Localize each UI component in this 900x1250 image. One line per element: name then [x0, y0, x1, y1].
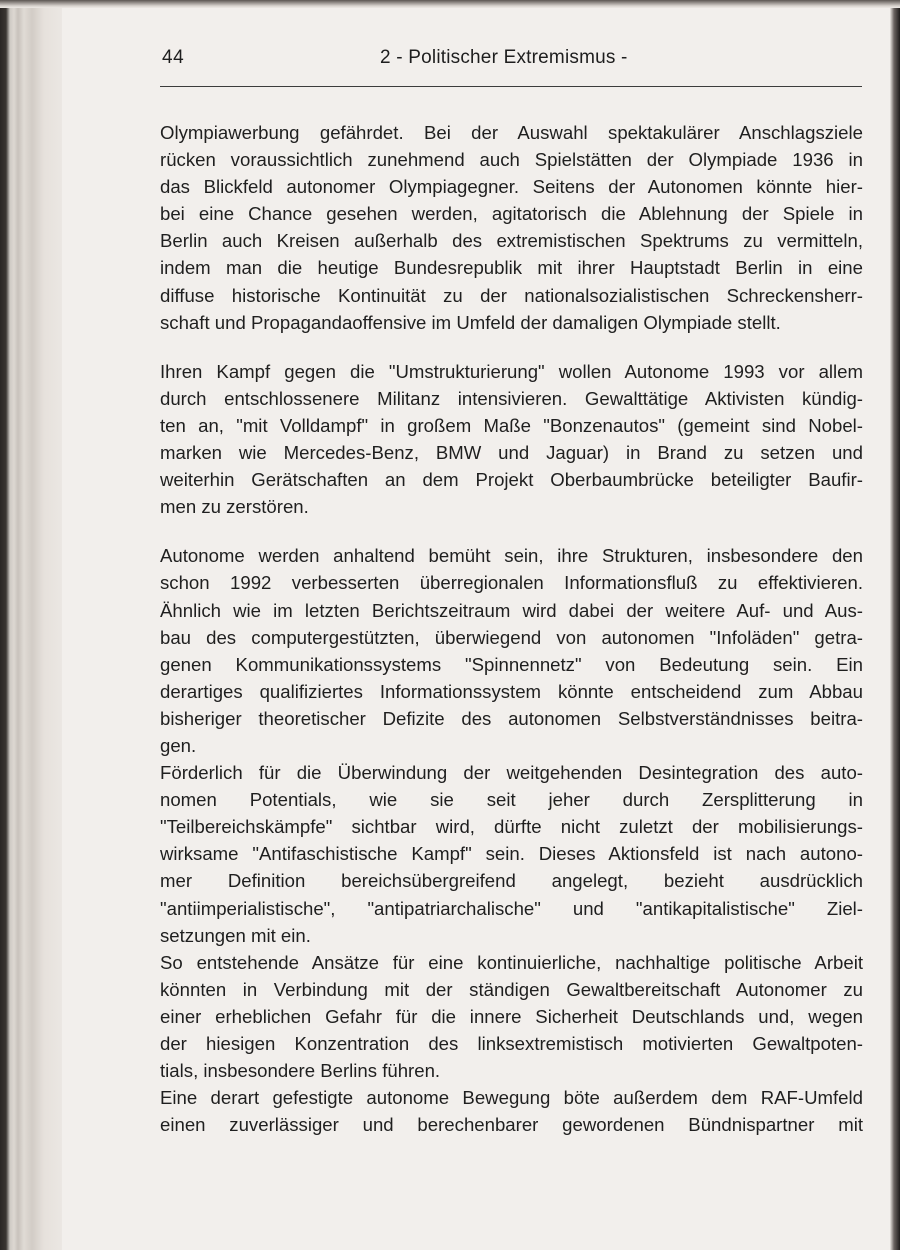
text-line: einen zuverlässiger und berechenbarer gewordenen Bündnispartner mit: [160, 1114, 863, 1136]
text-line: Förderlich für die Überwindung der weitgehenden Desintegration des auto-: [160, 762, 863, 784]
text-line: derartiges qualifiziertes Informationssystem könnte entscheidend zum Abbau: [160, 680, 863, 702]
paragraph: [160, 759, 863, 949]
text-line: schon 1992 verbesserten überregionalen Informationsfluß zu effektivieren.: [160, 572, 863, 594]
text-line: indem man die heutige Bundesrepublik mit ihrer Hauptstadt Berlin in eine: [160, 257, 863, 279]
text-line: Eine derart gefestigte autonome Bewegung böte außerdem dem RAF-Umfeld: [160, 1087, 863, 1109]
text-line: setzungen mit ein.: [160, 924, 311, 946]
text-line: der hiesigen Konzentration des linksextremistisch motivierten Gewaltpoten-: [160, 1033, 863, 1054]
running-head: 2 - Politischer Extremismus -: [380, 47, 628, 68]
text-line: So entstehende Ansätze für eine kontinuierliche, nachhaltige politische Arbeit: [160, 951, 863, 973]
text-line: Berlin auch Kreisen außerhalb des extremistischen Spektrums zu vermitteln,: [160, 230, 863, 252]
page-top-edge: [0, 0, 900, 8]
paragraph: [160, 949, 863, 1084]
text-line: men zu zerstören.: [160, 496, 309, 518]
page-number: 44: [162, 47, 185, 68]
text-line: schaft und Propagandaoffensive im Umfeld der damaligen Olympiade stellt.: [160, 311, 781, 333]
text-line: bisheriger theoretischer Defizite des autonomen Selbstverständnisses beitra-: [160, 707, 863, 729]
text-line: marken wie Mercedes-Benz, BMW und Jaguar) in Brand zu setzen und: [160, 442, 863, 464]
text-line: Ihren Kampf gegen die "Umstrukturierung" wollen Autonome 1993 vor allem: [160, 360, 863, 382]
paragraph: [160, 1084, 863, 1138]
text-line: weiterhin Gerätschaften an dem Projekt Oberbaumbrücke beteiligter Baufir-: [160, 469, 863, 491]
text-line: mer Definition bereichsübergreifend angelegt, bezieht ausdrücklich: [160, 870, 863, 892]
paragraph-gap: [160, 336, 863, 358]
text-line: einer erheblichen Gefahr für die innere Sicherheit Deutschlands und, wegen: [160, 1005, 863, 1027]
paragraph-gap: [160, 520, 863, 542]
page-right-edge: [890, 0, 900, 1250]
text-line: rücken voraussichtlich zunehmend auch Spielstätten der Olympiade 1936 in: [160, 149, 863, 171]
text-line: ten an, "mit Volldampf" in großem Maße "Bonzenautos" (gemeint sind Nobel-: [160, 414, 863, 436]
text-line: "antiimperialistische", "antipatriarchalische" und "antikapitalistische" Ziel-: [160, 897, 863, 919]
text-line: könnten in Verbindung mit der ständigen Gewaltbereitschaft Autonomer zu: [160, 978, 863, 1000]
header-rule: [160, 86, 862, 87]
paragraph: [160, 119, 863, 336]
text-line: diffuse historische Kontinuität zu der nationalsozialistischen Schreckensherr-: [160, 284, 863, 306]
body-text: [160, 119, 863, 1138]
paragraph: [160, 542, 863, 759]
text-line: Ähnlich wie im letzten Berichtszeitraum wird dabei der weitere Auf- und Aus-: [160, 599, 863, 621]
text-line: genen Kommunikationssystems "Spinnennetz" von Bedeutung sein. Ein: [160, 653, 863, 675]
text-line: Autonome werden anhaltend bemüht sein, ihre Strukturen, insbesondere den: [160, 545, 863, 567]
text-line: bei eine Chance gesehen werden, agitatorisch die Ablehnung der Spiele in: [160, 203, 863, 225]
text-line: gen.: [160, 734, 197, 756]
paragraph: [160, 358, 863, 521]
text-line: "Teilbereichskämpfe" sichtbar wird, dürfte nicht zuletzt der mobilisierungs-: [160, 816, 863, 838]
text-line: Olympiawerbung gefährdet. Bei der Auswahl spektakulärer Anschlagsziele: [160, 122, 863, 143]
text-line: tials, insbesondere Berlins führen.: [160, 1060, 441, 1082]
text-line: bau des computergestützten, überwiegend von autonomen "Infoläden" getra-: [160, 626, 863, 648]
text-line: das Blickfeld autonomer Olympiagegner. Seitens der Autonomen könnte hier-: [160, 176, 863, 198]
text-line: wirksame "Antifaschistische Kampf" sein. Dieses Aktionsfeld ist nach autono-: [160, 843, 863, 865]
text-line: durch entschlossenere Militanz intensivieren. Gewalttätige Aktivisten kündig-: [160, 387, 863, 409]
text-line: nomen Potentials, wie sie seit jeher durch Zersplitterung in: [160, 789, 863, 811]
book-binding-edge: [0, 0, 62, 1250]
